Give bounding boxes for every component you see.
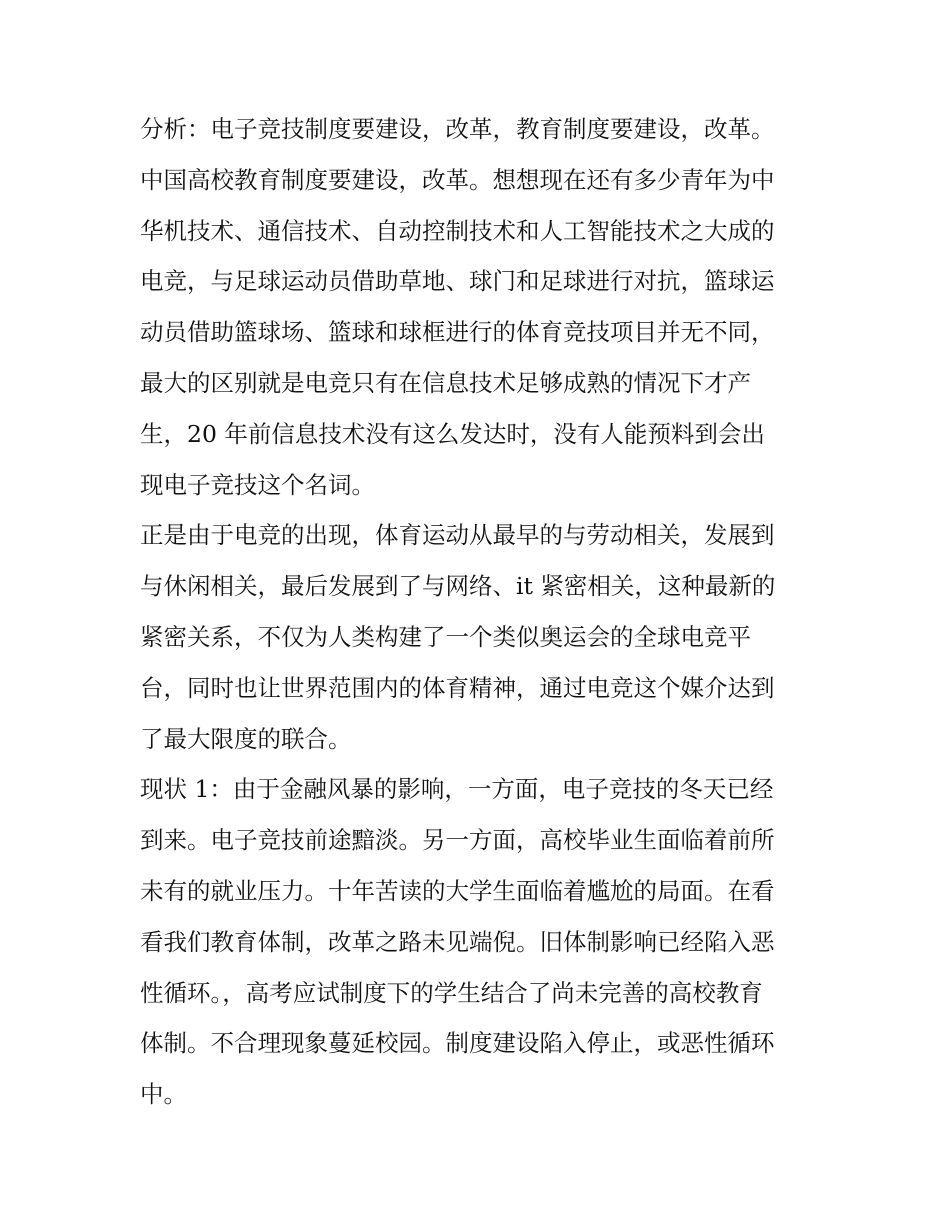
- text-line: 到来。电子竞技前途黯淡。另一方面，高校毕业生面临着前所: [140, 826, 775, 855]
- text-line: 了最大限度的联合。: [140, 724, 352, 753]
- text-line: 现状 1：由于金融风暴的影响，一方面，电子竞技的冬天已经: [140, 775, 774, 804]
- text-line: 正是由于电竞的出现，体育运动从最早的与劳动相关，发展到: [140, 521, 775, 550]
- text-line: 分析：电子竞技制度要建设，改革，教育制度要建设，改革。: [140, 115, 775, 143]
- text-line: 生，20 年前信息技术没有这么发达时，没有人能预料到会出: [140, 419, 765, 448]
- text-line: 体制。不合理现象蔓延校园。制度建设陷入停止，或恶性循环: [140, 1029, 775, 1058]
- text-line: 电竞，与足球运动员借助草地、球门和足球进行对抗，篮球运: [140, 267, 775, 296]
- text-line: 动员借助篮球场、篮球和球框进行的体育竞技项目并无不同，: [140, 318, 775, 347]
- text-line: 中。: [140, 1080, 187, 1109]
- text-line: 中国高校教育制度要建设，改革。想想现在还有多少青年为中: [140, 165, 775, 194]
- text-line: 看我们教育体制，改革之路未见端倪。旧体制影响已经陷入恶: [140, 927, 775, 956]
- text-line: 台，同时也让世界范围内的体育精神，通过电竞这个媒介达到: [140, 673, 775, 702]
- text-line: 性循环。，高考应试制度下的学生结合了尚未完善的高校教育: [140, 978, 763, 1007]
- text-line: 与休闲相关，最后发展到了与网络、it 紧密相关，这种最新的: [140, 572, 776, 601]
- text-line: 紧密关系，不仅为人类构建了一个类似奥运会的全球电竞平: [140, 622, 751, 651]
- document-body: [140, 104, 820, 1120]
- text-line: 未有的就业压力。十年苦读的大学生面临着尴尬的局面。在看: [140, 876, 775, 905]
- text-line: 华机技术、通信技术、自动控制技术和人工智能技术之大成的: [140, 216, 775, 245]
- text-line: 现电子竞技这个名词。: [140, 470, 375, 499]
- text-line: 最大的区别就是电竞只有在信息技术足够成熟的情况下才产: [140, 368, 751, 397]
